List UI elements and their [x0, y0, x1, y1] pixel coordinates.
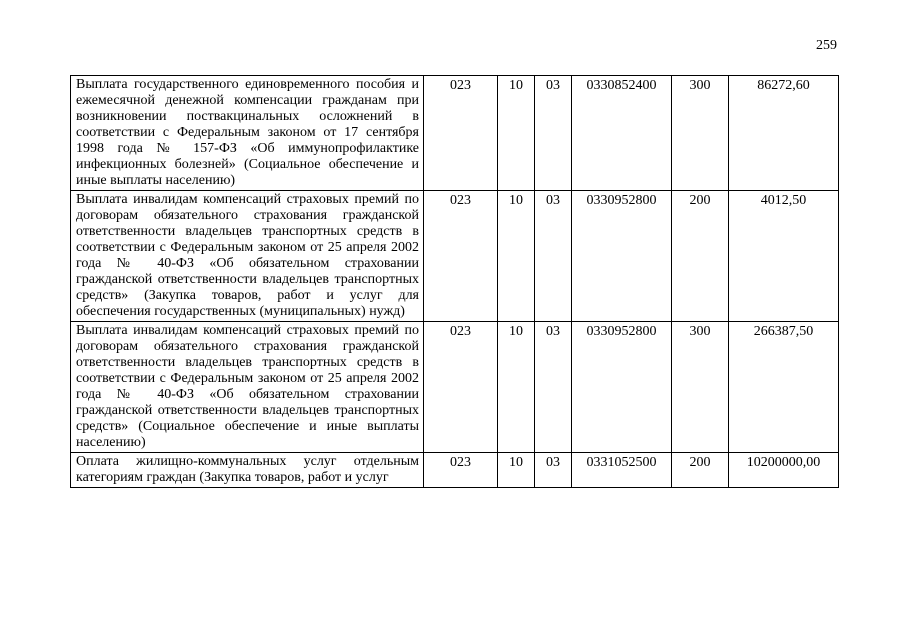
row-description: Оплата жилищно-коммунальных услуг отдельным категориям граждан (Закупка товаров, работ и услуг — [71, 453, 424, 488]
amount-value: 4012,50 — [729, 191, 839, 322]
subsection-code: 03 — [535, 322, 572, 453]
section-code: 10 — [498, 191, 535, 322]
target-article-code: 0330952800 — [572, 322, 672, 453]
section-code: 10 — [498, 76, 535, 191]
page-number: 259 — [816, 38, 837, 53]
target-article-code: 0331052500 — [572, 453, 672, 488]
section-code: 10 — [498, 453, 535, 488]
amount-value: 266387,50 — [729, 322, 839, 453]
ministry-code: 023 — [424, 76, 498, 191]
amount-value: 10200000,00 — [729, 453, 839, 488]
table-row — [71, 453, 839, 488]
row-description: Выплата государственного единовременного пособия и ежемесячной денежной компенсации гражданам при возникновении поствакцинальных осложнений в соответствии с Федеральным законом от 17 сентября 1998 года № 157-ФЗ «Об иммунопрофилактике инфекционных болезней» (Социальное обеспечение и иные выплаты населению) — [71, 76, 424, 191]
section-code: 10 — [498, 322, 535, 453]
row-description: Выплата инвалидам компенсаций страховых премий по договорам обязательного страхования гражданской ответственности владельцев транспортных средств в соответствии с Федеральным законом от 25 апреля 2002 года № 40-ФЗ «Об обязательном страховании гражданской ответственности владельцев транспортных средств» (Закупка товаров, работ и услуг для обеспечения государственных (муниципальных) нужд) — [71, 191, 424, 322]
table-row — [71, 191, 839, 322]
target-article-code: 0330852400 — [572, 76, 672, 191]
expense-type-code: 200 — [672, 191, 729, 322]
target-article-code: 0330952800 — [572, 191, 672, 322]
table-row — [71, 322, 839, 453]
ministry-code: 023 — [424, 322, 498, 453]
subsection-code: 03 — [535, 76, 572, 191]
expense-type-code: 200 — [672, 453, 729, 488]
amount-value: 86272,60 — [729, 76, 839, 191]
subsection-code: 03 — [535, 191, 572, 322]
ministry-code: 023 — [424, 191, 498, 322]
ministry-code: 023 — [424, 453, 498, 488]
row-description: Выплата инвалидам компенсаций страховых премий по договорам обязательного страхования гражданской ответственности владельцев транспортных средств в соответствии с Федеральным законом от 25 апреля 2002 года № 40-ФЗ «Об обязательном страховании гражданской ответственности владельцев транспортных средств» (Социальное обеспечение и иные выплаты населению) — [71, 322, 424, 453]
table-row — [71, 76, 839, 191]
subsection-code: 03 — [535, 453, 572, 488]
expense-type-code: 300 — [672, 76, 729, 191]
expense-type-code: 300 — [672, 322, 729, 453]
budget-table — [70, 75, 839, 488]
